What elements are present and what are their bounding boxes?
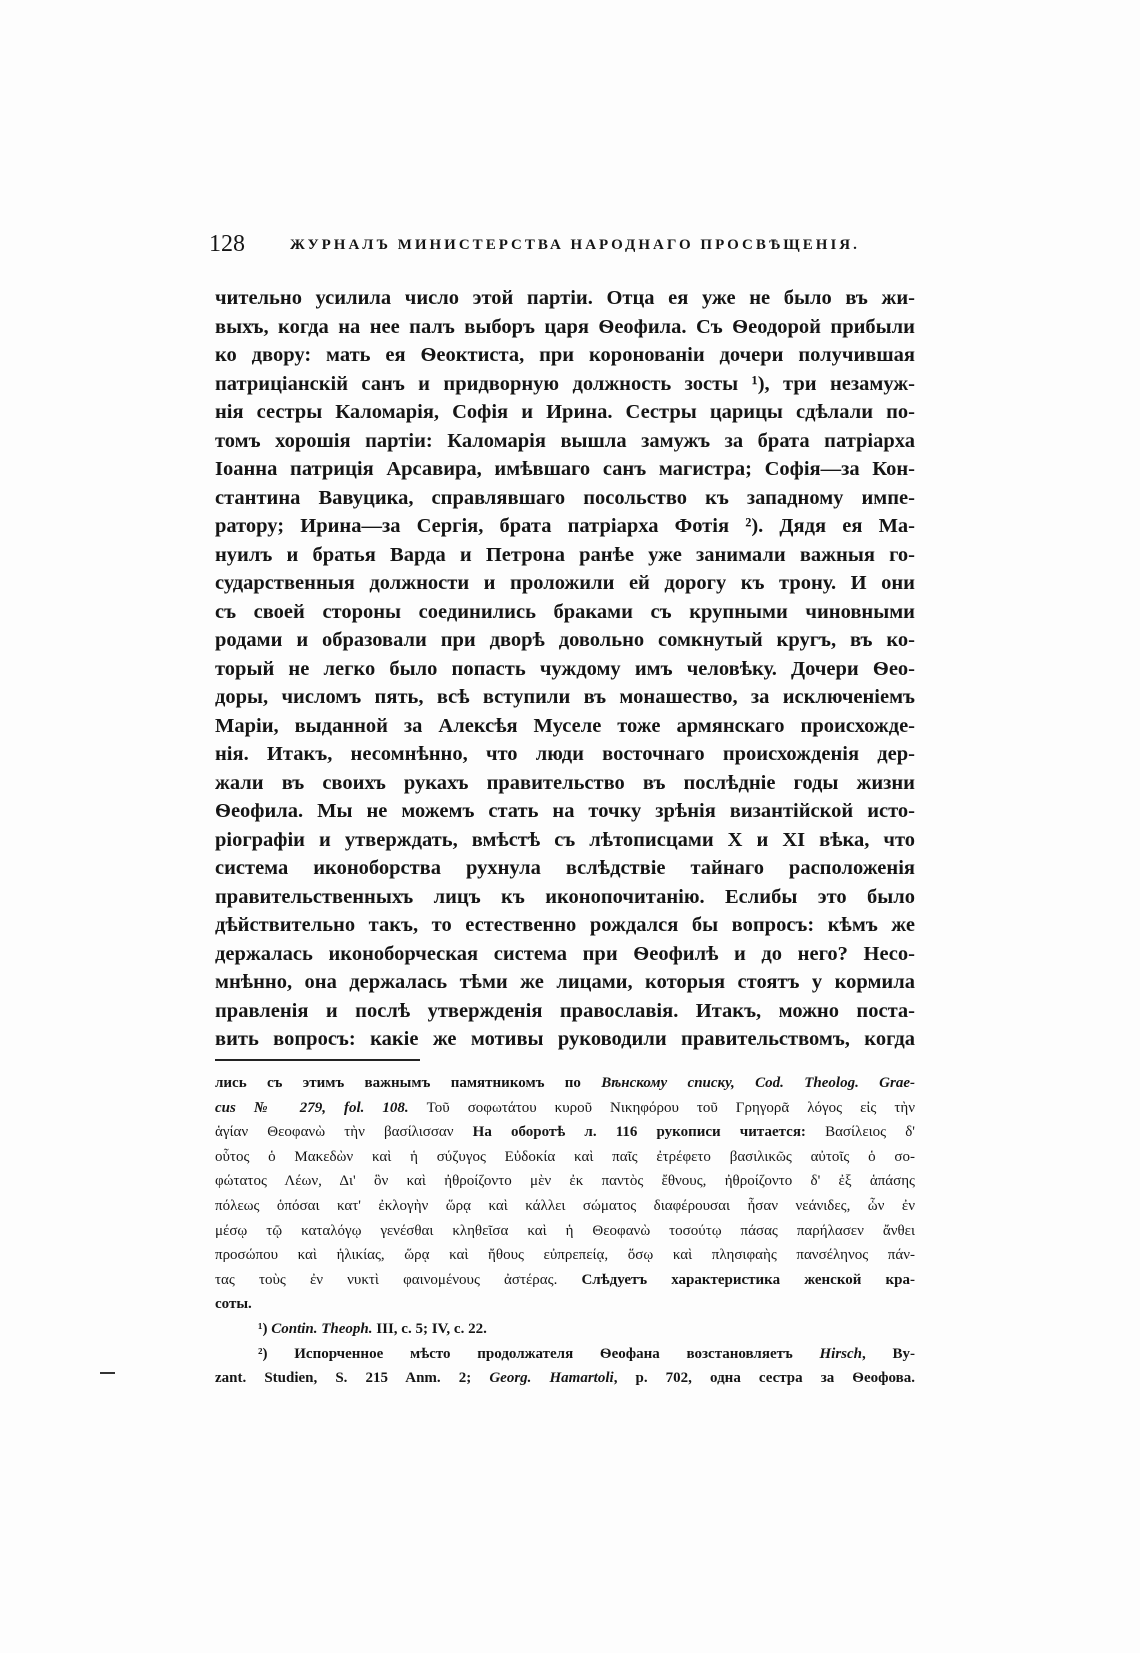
body-line: мнѣнно, она держалась тѣми же лицами, которыя стоятъ у кормила xyxy=(215,971,915,993)
running-title: ЖУРНАЛЪ МИНИСТЕРСТВА НАРОДНАГО ПРОСВѢЩЕНІЯ. xyxy=(290,237,860,253)
body-line: правленія и послѣ утвержденія православія. Итакъ, можно поста- xyxy=(215,999,915,1022)
body-line: сударственныя должности и проложили ей дорогу къ трону. И они xyxy=(215,572,915,594)
footnote-text: ²) Испорченное мѣсто продолжателя Ѳеофана возстановляетъ xyxy=(258,1345,820,1362)
footnote-greek: μέσῳ τῷ καταλόγῳ γενέσθαι κληθεῖσα καὶ ἡ Θεοφανὼ τοσούτῳ πάσας παρήλασεν ἄνθει xyxy=(215,1222,915,1239)
footnote-line xyxy=(215,1219,915,1244)
footnote-1 xyxy=(215,1317,915,1342)
footnote-citation: cus № 279, fol. 108. xyxy=(215,1099,409,1116)
margin-mark xyxy=(100,1372,115,1374)
footnote-text: Слѣдуетъ характеристика женской кра- xyxy=(581,1271,915,1288)
body-line: патриціанскій санъ и придворную должность зосты ¹), три незамуж- xyxy=(215,372,915,395)
body-line: томъ хорошія партіи: Каломарія вышла замужъ за брата патріарха xyxy=(215,429,915,452)
footnote-text: соты. xyxy=(215,1296,252,1313)
footnote-line xyxy=(215,1120,915,1145)
body-line: дѣйствительно такъ, то естественно рождался бы вопросъ: кѣмъ же xyxy=(215,914,915,936)
body-line: съ своей стороны соединились браками съ крупными чиновными xyxy=(215,600,915,623)
body-line: ріографіи и утверждать, вмѣстѣ съ лѣтописцами X и XI вѣка, что xyxy=(215,828,915,851)
footnote-greek: ἁγίαν Θεοφανὼ τὴν βασίλισσαν xyxy=(215,1124,473,1141)
body-line: чительно усилила число этой партіи. Отца ея уже не было въ жи- xyxy=(215,287,915,309)
footnote-citation: Contin. Theoph. xyxy=(271,1320,373,1337)
body-line: вить вопросъ: какіе же мотивы руководили правительствомъ, когда xyxy=(215,1028,915,1050)
footnote-greek: οὗτος ὁ Μακεδὼν καὶ ἡ σύζυγος Εὐδοκία καὶ παῖς ἐτρέφετο βασιλικῶς αὐτοῖς ὁ σο- xyxy=(215,1148,915,1165)
footnotes xyxy=(215,1071,915,1391)
footnote-greek: Βασίλειος δ' xyxy=(805,1124,915,1141)
footnote-line xyxy=(215,1243,915,1268)
body-line: стантина Вавуцика, справлявшаго посольство къ западному импе- xyxy=(215,486,915,509)
footnote-line xyxy=(215,1292,915,1317)
footnote-line xyxy=(215,1268,915,1293)
footnote-citation: Вѣнскому списку, Cod. Theolog. Grae- xyxy=(601,1075,915,1091)
footnote-2 xyxy=(215,1342,915,1367)
page-number: 128 xyxy=(209,231,245,257)
body-line: ко двору: мать ея Ѳеоктиста, при коронованіи дочери получившая xyxy=(215,344,915,366)
footnote-greek: πόλεως ὁπόσαι κατ' ἐκλογὴν ὥρᾳ καὶ κάλλει σώματος διαφέρουσαι ἦσαν νεάνιδες, ὧν ἐν xyxy=(215,1197,915,1214)
body-line: нія сестры Каломарія, Софія и Ирина. Сестры царицы сдѣлали по- xyxy=(215,401,915,423)
footnote-text: лись съ этимъ важнымъ памятникомъ по xyxy=(215,1075,602,1091)
footnote-text: , p. 702, одна сестра за Ѳеофова. xyxy=(613,1370,915,1387)
footnote-line xyxy=(215,1145,915,1170)
footnote-greek: φώτατος Λέων, Δι' ὃν καὶ ἠθροίζοντο μὲν ἐκ παντὸς ἔθνους, ἠθροίζοντο δ' ἐξ ἁπάσης xyxy=(215,1173,915,1190)
body-line: родами и образовали при дворѣ довольно сомкнутый кругъ, въ ко- xyxy=(215,629,915,651)
footnote-text: III, c. 5; IV, c. 22. xyxy=(372,1320,487,1337)
footnote-greek: προσώπου καὶ ἡλικίας, ὥρᾳ καὶ ἤθους εὐπρεπείᾳ, ὅσῳ καὶ πλησιφαὴς πανσέληνος πάν- xyxy=(215,1247,915,1264)
body-line: ратору; Ирина—за Сергія, брата патріарха Фотія ²). Дядя ея Ма- xyxy=(215,515,915,537)
footnote-greek: τας τοὺς ἐν νυκτὶ φαινομένους ἀστέρας. xyxy=(215,1271,582,1288)
body-line: держалась иконоборческая система при Ѳеофилѣ и до него? Несо- xyxy=(215,942,915,965)
body-line: выхъ, когда на нее палъ выборъ царя Ѳеофила. Съ Ѳеодорой прибыли xyxy=(215,315,915,338)
footnote-text: На оборотѣ л. 116 рукописи читается: xyxy=(472,1124,806,1141)
footnote-citation: Hirsch xyxy=(819,1345,862,1362)
body-line: жали въ своихъ рукахъ правительство въ послѣдніе годы жизни xyxy=(215,771,915,794)
body-line: нія. Итакъ, несомнѣнно, что люди восточнаго происхожденія дер- xyxy=(215,743,915,765)
footnote-line xyxy=(215,1071,915,1096)
footnote-line xyxy=(215,1169,915,1194)
footnote-2-continued xyxy=(215,1366,915,1391)
body-line: торый не легко было попасть чуждому имъ человѣку. Дочери Ѳео- xyxy=(215,657,915,680)
footnote-separator xyxy=(215,1059,420,1061)
body-line: нуилъ и братья Варда и Петрона ранѣе уже занимали важныя го- xyxy=(215,543,915,566)
footnote-marker: ¹) xyxy=(258,1320,272,1337)
body-line: система иконоборства рухнула вслѣдствіе тайнаго расположенія xyxy=(215,857,915,879)
footnote-line xyxy=(215,1096,915,1121)
footnote-citation: Georg. Hamartoli xyxy=(489,1370,614,1387)
footnote-text: , By- xyxy=(862,1345,915,1362)
body-line: Іоанна патриція Арсавира, имѣвшаго санъ магистра; Софія—за Кон- xyxy=(215,458,915,480)
body-line: правительственныхъ лицъ къ иконопочитанію. Еслибы это было xyxy=(215,885,915,908)
body-line: Маріи, выданной за Алексѣя Муселе тоже армянскаго происхожде- xyxy=(215,714,915,737)
body-line: доры, числомъ пять, всѣ вступили въ монашество, за исключеніемъ xyxy=(215,686,915,708)
footnote-greek: Τοῦ σοφωτάτου κυροῦ Νικηφόρου τοῦ Γρηγορᾶ λόγος εἰς τὴν xyxy=(408,1099,915,1116)
footnote-text: zant. Studien, S. 215 Anm. 2; xyxy=(215,1370,490,1387)
footnote-line xyxy=(215,1194,915,1219)
main-text xyxy=(215,284,915,1054)
body-line: Ѳеофила. Мы не можемъ стать на точку зрѣнія византійской исто- xyxy=(215,800,915,822)
